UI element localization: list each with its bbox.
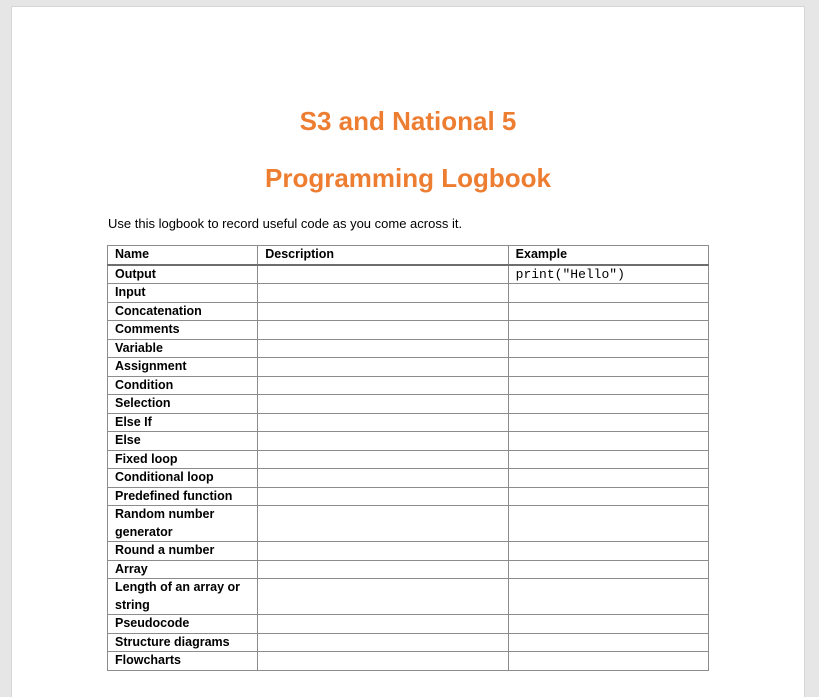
row-name-cell[interactable]: Predefined function xyxy=(108,487,258,506)
row-name-cell[interactable]: Else If xyxy=(108,413,258,432)
row-description-cell[interactable] xyxy=(258,469,508,488)
table-row xyxy=(108,395,709,414)
header-example: Example xyxy=(508,246,708,265)
row-name-cell[interactable]: Selection xyxy=(108,395,258,414)
table-row xyxy=(108,652,709,671)
row-example-cell[interactable] xyxy=(508,487,708,506)
row-name-cell[interactable]: Input xyxy=(108,284,258,303)
row-description-cell[interactable] xyxy=(258,615,508,634)
title-line-1: S3 and National 5 xyxy=(299,106,517,136)
row-description-cell[interactable] xyxy=(258,302,508,321)
row-name-cell[interactable]: Comments xyxy=(108,321,258,340)
row-description-cell[interactable] xyxy=(258,376,508,395)
row-example-cell[interactable] xyxy=(508,284,708,303)
row-description-cell[interactable] xyxy=(258,560,508,579)
row-description-cell[interactable] xyxy=(258,487,508,506)
table-header-row xyxy=(108,246,709,265)
row-example-cell[interactable] xyxy=(508,339,708,358)
row-name-cell[interactable]: Condition xyxy=(108,376,258,395)
table-row xyxy=(108,432,709,451)
row-description-cell[interactable] xyxy=(258,450,508,469)
row-example-cell[interactable]: print("Hello") xyxy=(508,265,708,284)
row-name-cell[interactable]: Else xyxy=(108,432,258,451)
row-name-cell[interactable]: Output xyxy=(108,265,258,284)
table-row xyxy=(108,265,709,284)
row-example-cell[interactable] xyxy=(508,469,708,488)
row-description-cell[interactable] xyxy=(258,579,508,615)
table-row xyxy=(108,376,709,395)
row-name-cell[interactable]: Concatenation xyxy=(108,302,258,321)
row-example-cell[interactable] xyxy=(508,579,708,615)
table-row xyxy=(108,633,709,652)
row-name-cell[interactable]: Fixed loop xyxy=(108,450,258,469)
row-example-cell[interactable] xyxy=(508,652,708,671)
intro-text: Use this logbook to record useful code as you come across it. xyxy=(108,216,463,231)
row-example-cell[interactable] xyxy=(508,615,708,634)
row-name-cell[interactable]: Random number generator xyxy=(108,506,258,542)
row-description-cell[interactable] xyxy=(258,506,508,542)
row-description-cell[interactable] xyxy=(258,413,508,432)
row-example-cell[interactable] xyxy=(508,560,708,579)
row-example-cell[interactable] xyxy=(508,633,708,652)
row-example-cell[interactable] xyxy=(508,450,708,469)
table-row xyxy=(108,506,709,542)
row-description-cell[interactable] xyxy=(258,358,508,377)
row-example-cell[interactable] xyxy=(508,506,708,542)
row-description-cell[interactable] xyxy=(258,652,508,671)
logbook-table xyxy=(107,245,709,671)
row-example-cell[interactable] xyxy=(508,413,708,432)
row-description-cell[interactable] xyxy=(258,542,508,561)
row-name-cell[interactable]: Conditional loop xyxy=(108,469,258,488)
table-row xyxy=(108,339,709,358)
table-row xyxy=(108,302,709,321)
table-row xyxy=(108,469,709,488)
table-row xyxy=(108,579,709,615)
row-name-cell[interactable]: Pseudocode xyxy=(108,615,258,634)
row-description-cell[interactable] xyxy=(258,265,508,284)
row-description-cell[interactable] xyxy=(258,321,508,340)
row-example-cell[interactable] xyxy=(508,302,708,321)
table-row xyxy=(108,321,709,340)
table-row xyxy=(108,487,709,506)
table-row xyxy=(108,450,709,469)
row-description-cell[interactable] xyxy=(258,284,508,303)
row-example-cell[interactable] xyxy=(508,432,708,451)
table-body xyxy=(108,265,709,671)
table-row xyxy=(108,284,709,303)
row-name-cell[interactable]: Variable xyxy=(108,339,258,358)
table-row xyxy=(108,413,709,432)
document-page xyxy=(12,7,804,697)
row-name-cell[interactable]: Flowcharts xyxy=(108,652,258,671)
row-name-cell[interactable]: Assignment xyxy=(108,358,258,377)
table-row xyxy=(108,560,709,579)
title-line-2: Programming Logbook xyxy=(265,163,551,193)
row-name-cell[interactable]: Array xyxy=(108,560,258,579)
row-example-cell[interactable] xyxy=(508,395,708,414)
header-description: Description xyxy=(258,246,508,265)
row-description-cell[interactable] xyxy=(258,339,508,358)
header-name: Name xyxy=(108,246,258,265)
row-example-cell[interactable] xyxy=(508,542,708,561)
row-name-cell[interactable]: Structure diagrams xyxy=(108,633,258,652)
row-name-cell[interactable]: Length of an array or string xyxy=(108,579,258,615)
row-example-cell[interactable] xyxy=(508,358,708,377)
row-description-cell[interactable] xyxy=(258,432,508,451)
row-description-cell[interactable] xyxy=(258,633,508,652)
row-example-cell[interactable] xyxy=(508,321,708,340)
row-example-cell[interactable] xyxy=(508,376,708,395)
table-row xyxy=(108,358,709,377)
table-row xyxy=(108,615,709,634)
table-row xyxy=(108,542,709,561)
row-name-cell[interactable]: Round a number xyxy=(108,542,258,561)
row-description-cell[interactable] xyxy=(258,395,508,414)
